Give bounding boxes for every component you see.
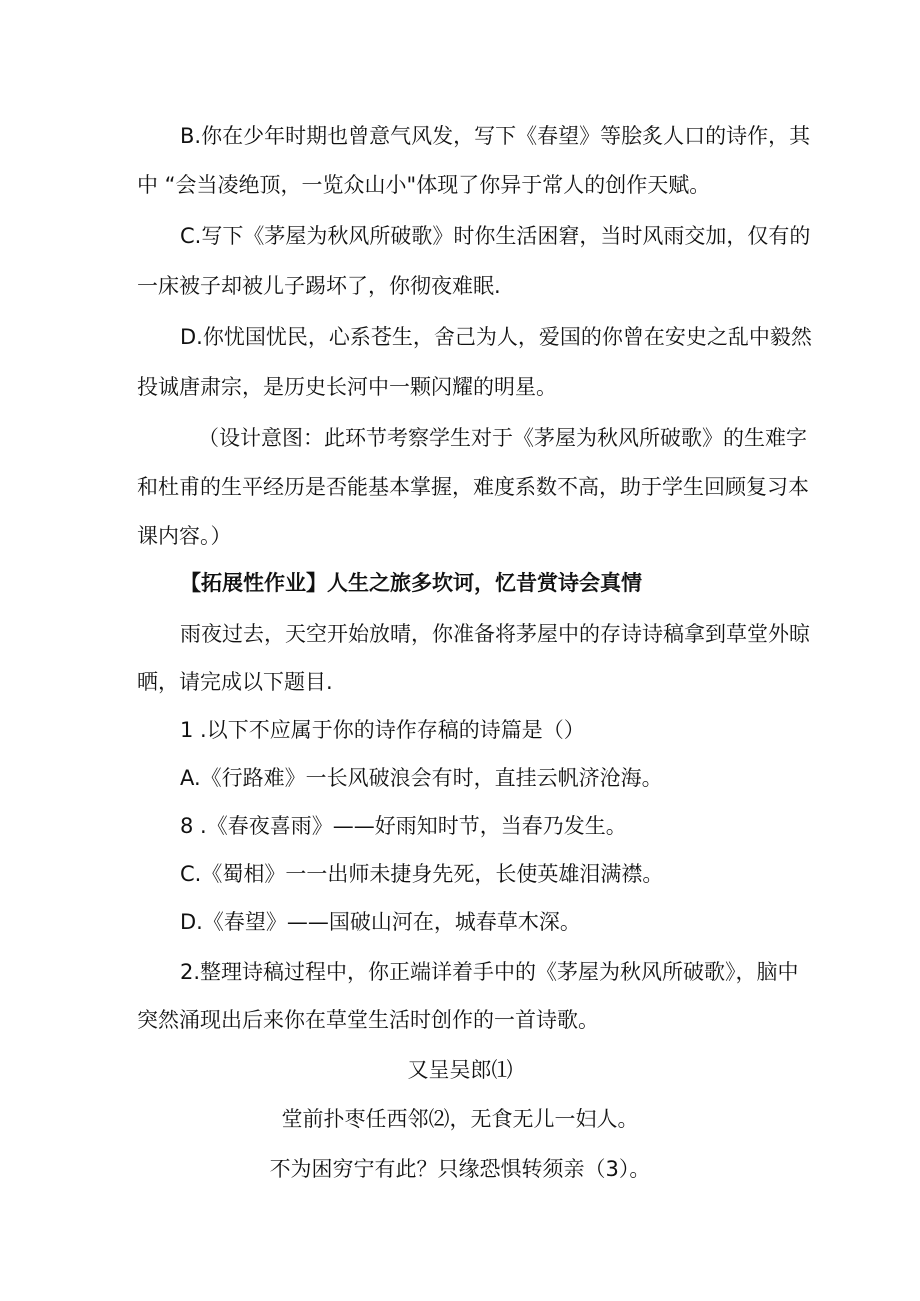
question-1-option-d: D.《春望》——国破山河在，城春草木深。 bbox=[180, 910, 581, 934]
option-c-line-1: C.写下《茅屋为秋风所破歌》时你生活困窘，当时风雨交加，仅有的 bbox=[180, 224, 811, 248]
option-b-line-1: B.你在少年时期也曾意气风发，写下《春望》等脍炙人口的诗作，其 bbox=[180, 124, 811, 148]
section-heading: 【拓展性作业】人生之旅多坎诃，忆昔赏诗会真情 bbox=[180, 571, 642, 595]
poem-title: 又呈吴郎⑴ bbox=[407, 1058, 513, 1082]
option-b-line-2: 中 “会当凌绝顶，一览众山小"体现了你异于常人的创作天赋。 bbox=[137, 173, 711, 197]
design-intent-line-2: 和杜甫的生平经历是否能基本掌握，难度系数不高，助于学生回顾复习本 bbox=[137, 475, 809, 499]
question-2-line-2: 突然涌现出后来你在草堂生活时创作的一首诗歌。 bbox=[137, 1008, 599, 1032]
question-1-option-a: A.《行路难》一长风破浪会有时，直挂云帆济沧海。 bbox=[180, 766, 663, 790]
question-1-stem: 1 .以下不应属于你的诗作存稿的诗篇是（） bbox=[180, 718, 585, 742]
option-d-line-1: D.你忧国忧民，心系苍生，舍己为人，爱国的你曾在安史之乱中毅然 bbox=[180, 325, 812, 349]
question-1-option-c: C.《蜀相》一一出师未捷身先死，长使英雄泪满襟。 bbox=[180, 862, 664, 886]
option-d-line-2: 投诚唐肃宗，是历史长河中一颗闪耀的明星。 bbox=[137, 375, 557, 399]
design-intent-line-3: 课内容。） bbox=[137, 524, 232, 548]
question-2-line-1: 2.整理诗稿过程中，你正端详着手中的《茅屋为秋风所破歌》，脑中 bbox=[180, 960, 799, 984]
design-intent-line-1: （设计意图：此环节考察学生对于《茅屋为秋风所破歌》的生难字 bbox=[198, 426, 807, 450]
option-c-line-2: 一床被子却被儿子踢坏了，你彻夜难眠. bbox=[137, 274, 501, 298]
question-1-option-b: 8 .《春夜喜雨》——好雨知时节，当春乃发生。 bbox=[180, 814, 627, 838]
poem-line-1: 堂前扑枣任西邻⑵，无食无儿一妇人。 bbox=[281, 1107, 639, 1131]
intro-line-2: 晒，请完成以下题目. bbox=[137, 670, 333, 694]
poem-line-2: 不为困穷宁有此？只缘恐惧转须亲（3）。 bbox=[269, 1157, 651, 1181]
intro-line-1: 雨夜过去，天空开始放晴，你准备将茅屋中的存诗诗稿拿到草堂外晾 bbox=[180, 622, 810, 646]
